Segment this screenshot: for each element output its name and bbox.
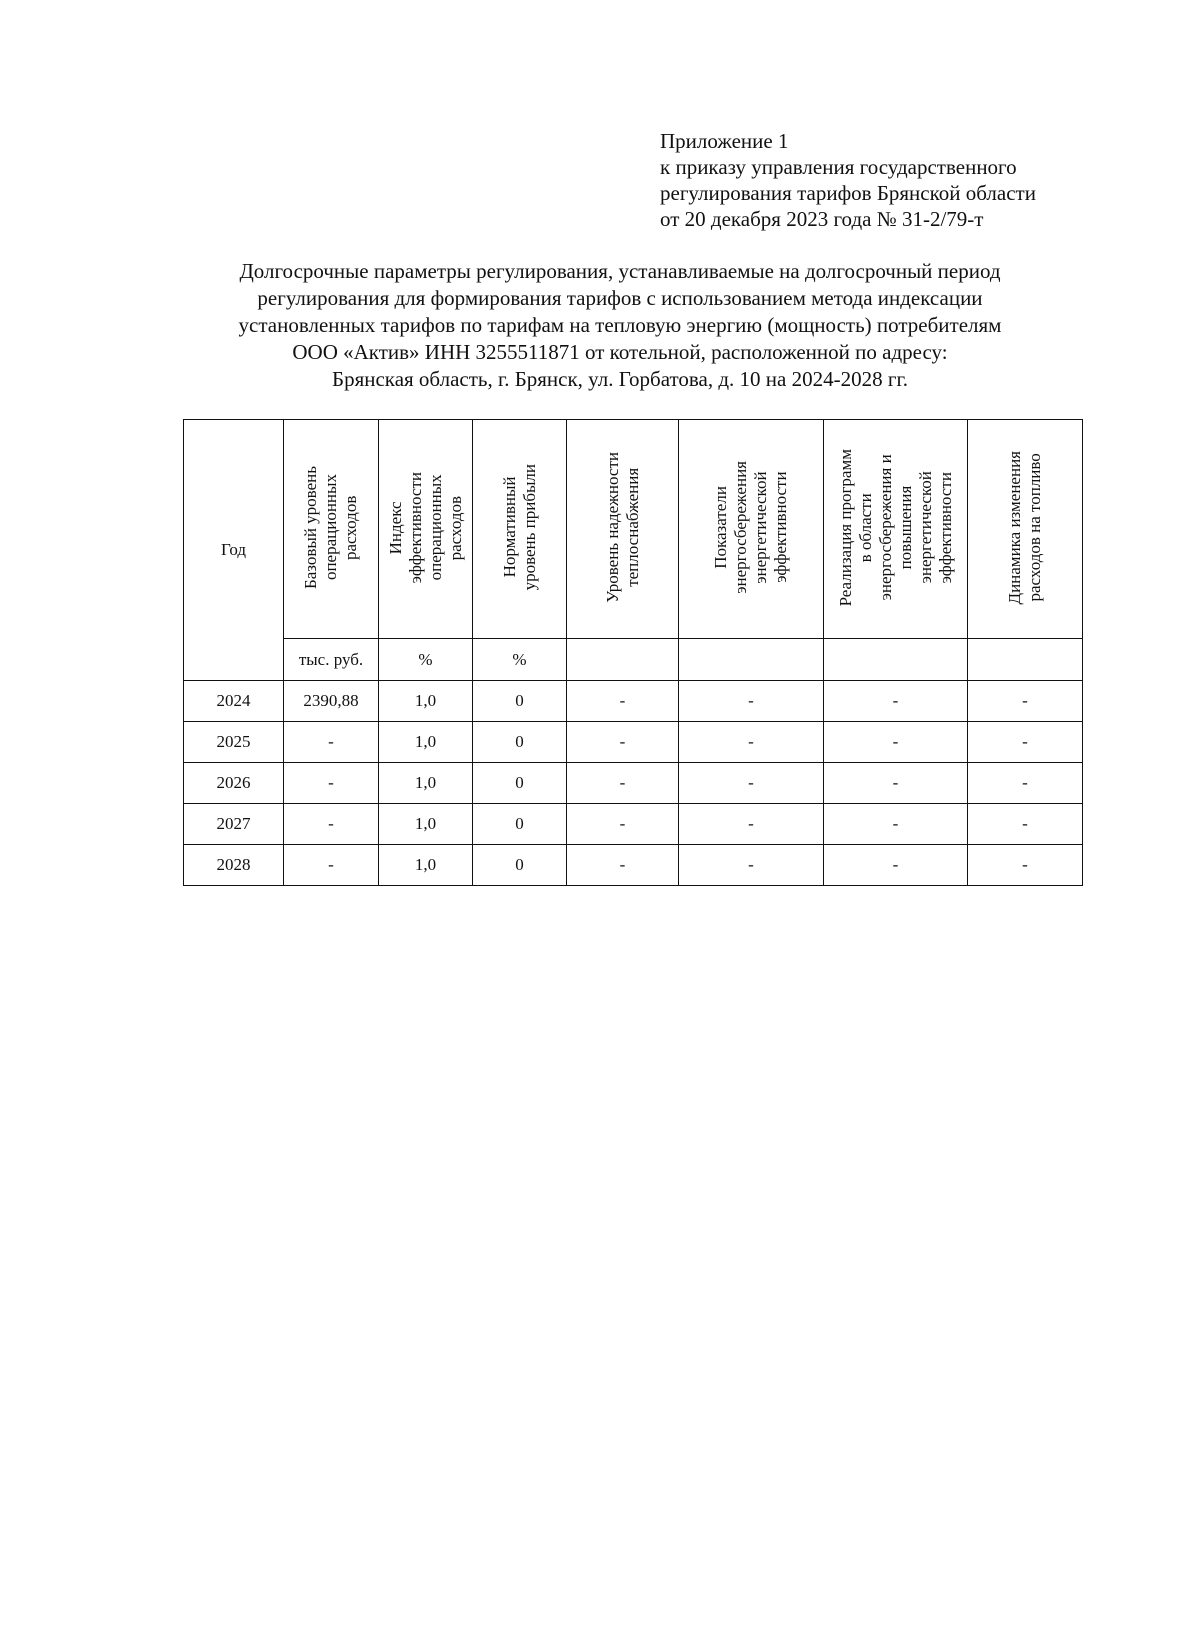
- table-row: [184, 763, 1083, 804]
- table-cell: -: [679, 681, 824, 722]
- header-text: Уровень надежности: [602, 452, 622, 603]
- table-cell: -: [679, 722, 824, 763]
- table-cell: 1,0: [379, 845, 473, 886]
- table-cell: -: [824, 845, 968, 886]
- header-text: в области: [855, 492, 875, 563]
- header-programs: [824, 420, 968, 639]
- table-cell: 2390,88: [284, 681, 379, 722]
- table-cell: -: [567, 763, 679, 804]
- header-text: расходов: [341, 495, 360, 560]
- header-text: Реализация программ: [835, 448, 855, 607]
- table-cell: -: [824, 804, 968, 845]
- title-line: ООО «Актив» ИНН 3255511871 от котельной, расположенной по адресу:: [292, 340, 948, 364]
- table-cell: 1,0: [379, 763, 473, 804]
- year-cell: 2026: [184, 763, 284, 804]
- header-text: операционных: [425, 474, 445, 581]
- header-text: операционных: [321, 474, 340, 581]
- table-cell: -: [567, 804, 679, 845]
- parameters-table: [183, 419, 1083, 886]
- table-cell: 1,0: [379, 804, 473, 845]
- unit-cell: [968, 639, 1083, 681]
- table-cell: 0: [473, 763, 567, 804]
- title-line: Брянская область, г. Брянск, ул. Горбатова, д. 10 на 2024-2028 гг.: [332, 367, 908, 391]
- table-cell: -: [679, 804, 824, 845]
- table-cell: -: [679, 845, 824, 886]
- unit-cell: [679, 639, 824, 681]
- year-cell: 2028: [184, 845, 284, 886]
- header-text: Базовый уровень: [301, 465, 320, 590]
- table-cell: 0: [473, 722, 567, 763]
- appendix-line: от 20 декабря 2023 года № 31-2/79-т: [660, 207, 984, 231]
- table-row: [184, 804, 1083, 845]
- table-cell: -: [968, 681, 1083, 722]
- unit-cell: [567, 639, 679, 681]
- units-row: [184, 639, 1083, 681]
- table-cell: -: [679, 763, 824, 804]
- header-row: [184, 420, 1083, 639]
- header-text: эффективности: [771, 471, 790, 584]
- header-text: Показатели: [711, 486, 730, 569]
- year-cell: 2024: [184, 681, 284, 722]
- header-base-opex: [284, 420, 379, 639]
- table-cell: -: [824, 722, 968, 763]
- table-cell: -: [284, 804, 379, 845]
- header-text: эффективности: [405, 471, 425, 584]
- header-text: теплоснабжения: [622, 468, 642, 587]
- table-cell: -: [824, 763, 968, 804]
- table-cell: -: [968, 722, 1083, 763]
- header-text: энергосбережения: [731, 461, 750, 594]
- table-cell: 0: [473, 804, 567, 845]
- table-row: [184, 681, 1083, 722]
- header-energy-saving: [679, 420, 824, 639]
- table-cell: -: [968, 804, 1083, 845]
- unit-cell: тыс. руб.: [284, 639, 379, 681]
- table-cell: -: [567, 722, 679, 763]
- header-text: уровень прибыли: [519, 464, 539, 591]
- header-profit-level: [473, 420, 567, 639]
- header-text: Нормативный: [499, 477, 519, 578]
- header-text: эффективности: [935, 471, 955, 584]
- table-cell: -: [968, 845, 1083, 886]
- table-cell: -: [284, 763, 379, 804]
- title-line: установленных тарифов по тарифам на тепловую энергию (мощность) потребителям: [238, 313, 1002, 337]
- table-cell: -: [968, 763, 1083, 804]
- header-text: повышения: [895, 485, 915, 570]
- table-cell: 0: [473, 845, 567, 886]
- unit-cell: %: [379, 639, 473, 681]
- title-line: Долгосрочные параметры регулирования, устанавливаемые на долгосрочный период: [239, 259, 1001, 283]
- table-row: [184, 845, 1083, 886]
- unit-cell: [824, 639, 968, 681]
- table-cell: -: [824, 681, 968, 722]
- year-cell: 2027: [184, 804, 284, 845]
- table-cell: -: [567, 845, 679, 886]
- header-text: Индекс: [385, 501, 405, 554]
- year-cell: 2025: [184, 722, 284, 763]
- table-cell: 1,0: [379, 681, 473, 722]
- document-title: [180, 258, 1060, 393]
- header-text: расходов на топливо: [1025, 453, 1044, 602]
- table-cell: 1,0: [379, 722, 473, 763]
- appendix-line: регулирования тарифов Брянской области: [660, 181, 1036, 205]
- table-cell: 0: [473, 681, 567, 722]
- header-reliability: [567, 420, 679, 639]
- header-text: расходов: [445, 495, 465, 560]
- header-text: энергетической: [751, 471, 770, 584]
- header-text: энергетической: [915, 471, 935, 584]
- appendix-line: Приложение 1: [660, 129, 789, 153]
- table-cell: -: [284, 722, 379, 763]
- table-cell: -: [284, 845, 379, 886]
- header-fuel-dynamics: [968, 420, 1083, 639]
- unit-cell: %: [473, 639, 567, 681]
- table-row: [184, 722, 1083, 763]
- header-efficiency-index: [379, 420, 473, 639]
- appendix-block: [660, 128, 1036, 232]
- table-cell: -: [567, 681, 679, 722]
- appendix-line: к приказу управления государственного: [660, 155, 1017, 179]
- header-text: энергосбережения и: [875, 454, 895, 601]
- title-line: регулирования для формирования тарифов с использованием метода индексации: [257, 286, 983, 310]
- header-text: Динамика изменения: [1005, 450, 1024, 605]
- year-column-header: Год: [184, 420, 284, 681]
